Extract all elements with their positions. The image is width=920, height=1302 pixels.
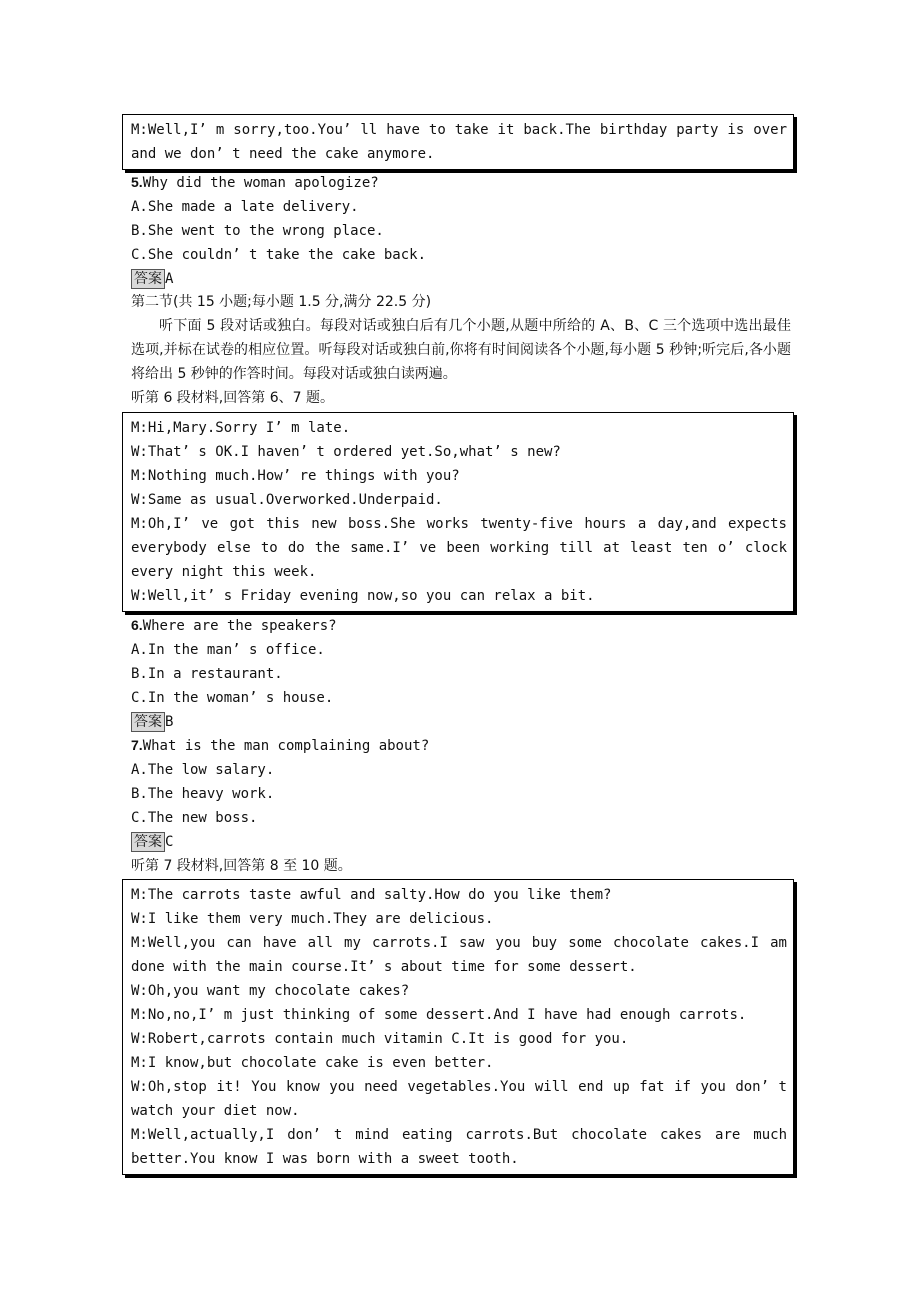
transcript-box-6 [122, 412, 794, 612]
transcript-line: W:Robert,carrots contain much vitamin C.It is good for you. [131, 1031, 629, 1047]
question-6 [131, 613, 791, 734]
transcript-line: M:Well,you can have all my carrots.I saw you buy some chocolate cakes.I am done with the main course.It’ s about time for some dessert. [131, 935, 796, 975]
question-stem [131, 733, 791, 758]
answer-row [131, 830, 791, 854]
transcript-line: W:I like them very much.They are delicious. [131, 911, 494, 927]
transcript-line: M:Well,actually,I don’ t mind eating carrots.But chocolate cakes are much better.You know I was born with a sweet tooth. [131, 1127, 796, 1167]
option-a: A.In the man’ s office. [131, 642, 325, 658]
option-b: B.The heavy work. [131, 786, 275, 802]
option-b: B.In a restaurant. [131, 666, 283, 682]
answer-row [131, 267, 791, 291]
question-stem [131, 613, 791, 638]
transcript-line: W:Same as usual.Overworked.Underpaid. [131, 492, 443, 508]
option-c: C.She couldn’ t take the cake back. [131, 247, 427, 263]
option-a: A.The low salary. [131, 762, 275, 778]
transcript-line: W:That’ s OK.I haven’ t ordered yet.So,what’ s new? [131, 444, 561, 460]
answer-value: A [165, 271, 174, 287]
transcript-box-7 [122, 879, 794, 1175]
option-c: C.In the woman’ s house. [131, 690, 334, 706]
answer-row [131, 710, 791, 734]
option-c: C.The new boss. [131, 810, 258, 826]
answer-tag: 答案 [131, 832, 165, 852]
transcript-line: M:Oh,I’ ve got this new boss.She works twenty-five hours a day,and expects everybody else to do the same.I’ ve been working till at least ten o’ clock every night this week. [131, 516, 796, 580]
transcript-line: W:Oh,stop it! You know you need vegetables.You will end up fat if you don’ t watch your diet now. [131, 1079, 796, 1119]
question-number: 7. [131, 737, 143, 753]
transcript-line: M:Hi,Mary.Sorry I’ m late. [131, 420, 351, 436]
transcript-box-5 [122, 114, 794, 170]
question-text: What is the man complaining about? [142, 738, 430, 754]
question-7 [131, 733, 791, 878]
section-2 [131, 290, 791, 410]
question-5 [131, 170, 791, 291]
question-stem [131, 170, 791, 195]
question-number: 6. [131, 617, 143, 633]
transcript-line: M:Well,I’ m sorry,too.You’ ll have to take it back.The birthday party is over and we don’ t need the cake anymore. [131, 122, 796, 162]
transcript-line: M:No,no,I’ m just thinking of some dessert.And I have had enough carrots. [131, 1007, 747, 1023]
answer-tag: 答案 [131, 712, 165, 732]
question-text: Where are the speakers? [142, 618, 337, 634]
option-b: B.She went to the wrong place. [131, 223, 384, 239]
option-a: A.She made a late delivery. [131, 199, 359, 215]
material-6-heading: 听第 6 段材料,回答第 6、7 题。 [131, 390, 334, 406]
transcript-line: M:Nothing much.How’ re things with you? [131, 468, 460, 484]
transcript-line: M:The carrots taste awful and salty.How do you like them? [131, 887, 612, 903]
question-text: Why did the woman apologize? [142, 175, 379, 191]
transcript-line: W:Well,it’ s Friday evening now,so you can relax a bit. [131, 588, 595, 604]
answer-value: C [165, 834, 174, 850]
section-instructions: 听下面 5 段对话或独白。每段对话或独白后有几个小题,从题中所给的 A、B、C 三个选项中选出最佳选项,并标在试卷的相应位置。听每段对话或独白前,你将有时间阅读各个小题,每小题 5 秒钟;听完后,各小题将给出 5 秒钟的作答时间。每段对话或独白读两遍。 [131, 318, 791, 382]
material-7-heading: 听第 7 段材料,回答第 8 至 10 题。 [131, 858, 352, 874]
section-title: 第二节(共 15 小题;每小题 1.5 分,满分 22.5 分) [131, 294, 432, 310]
answer-tag: 答案 [131, 269, 165, 289]
transcript-line: W:Oh,you want my chocolate cakes? [131, 983, 410, 999]
answer-value: B [165, 714, 174, 730]
transcript-line: M:I know,but chocolate cake is even better. [131, 1055, 494, 1071]
question-number: 5. [131, 174, 143, 190]
